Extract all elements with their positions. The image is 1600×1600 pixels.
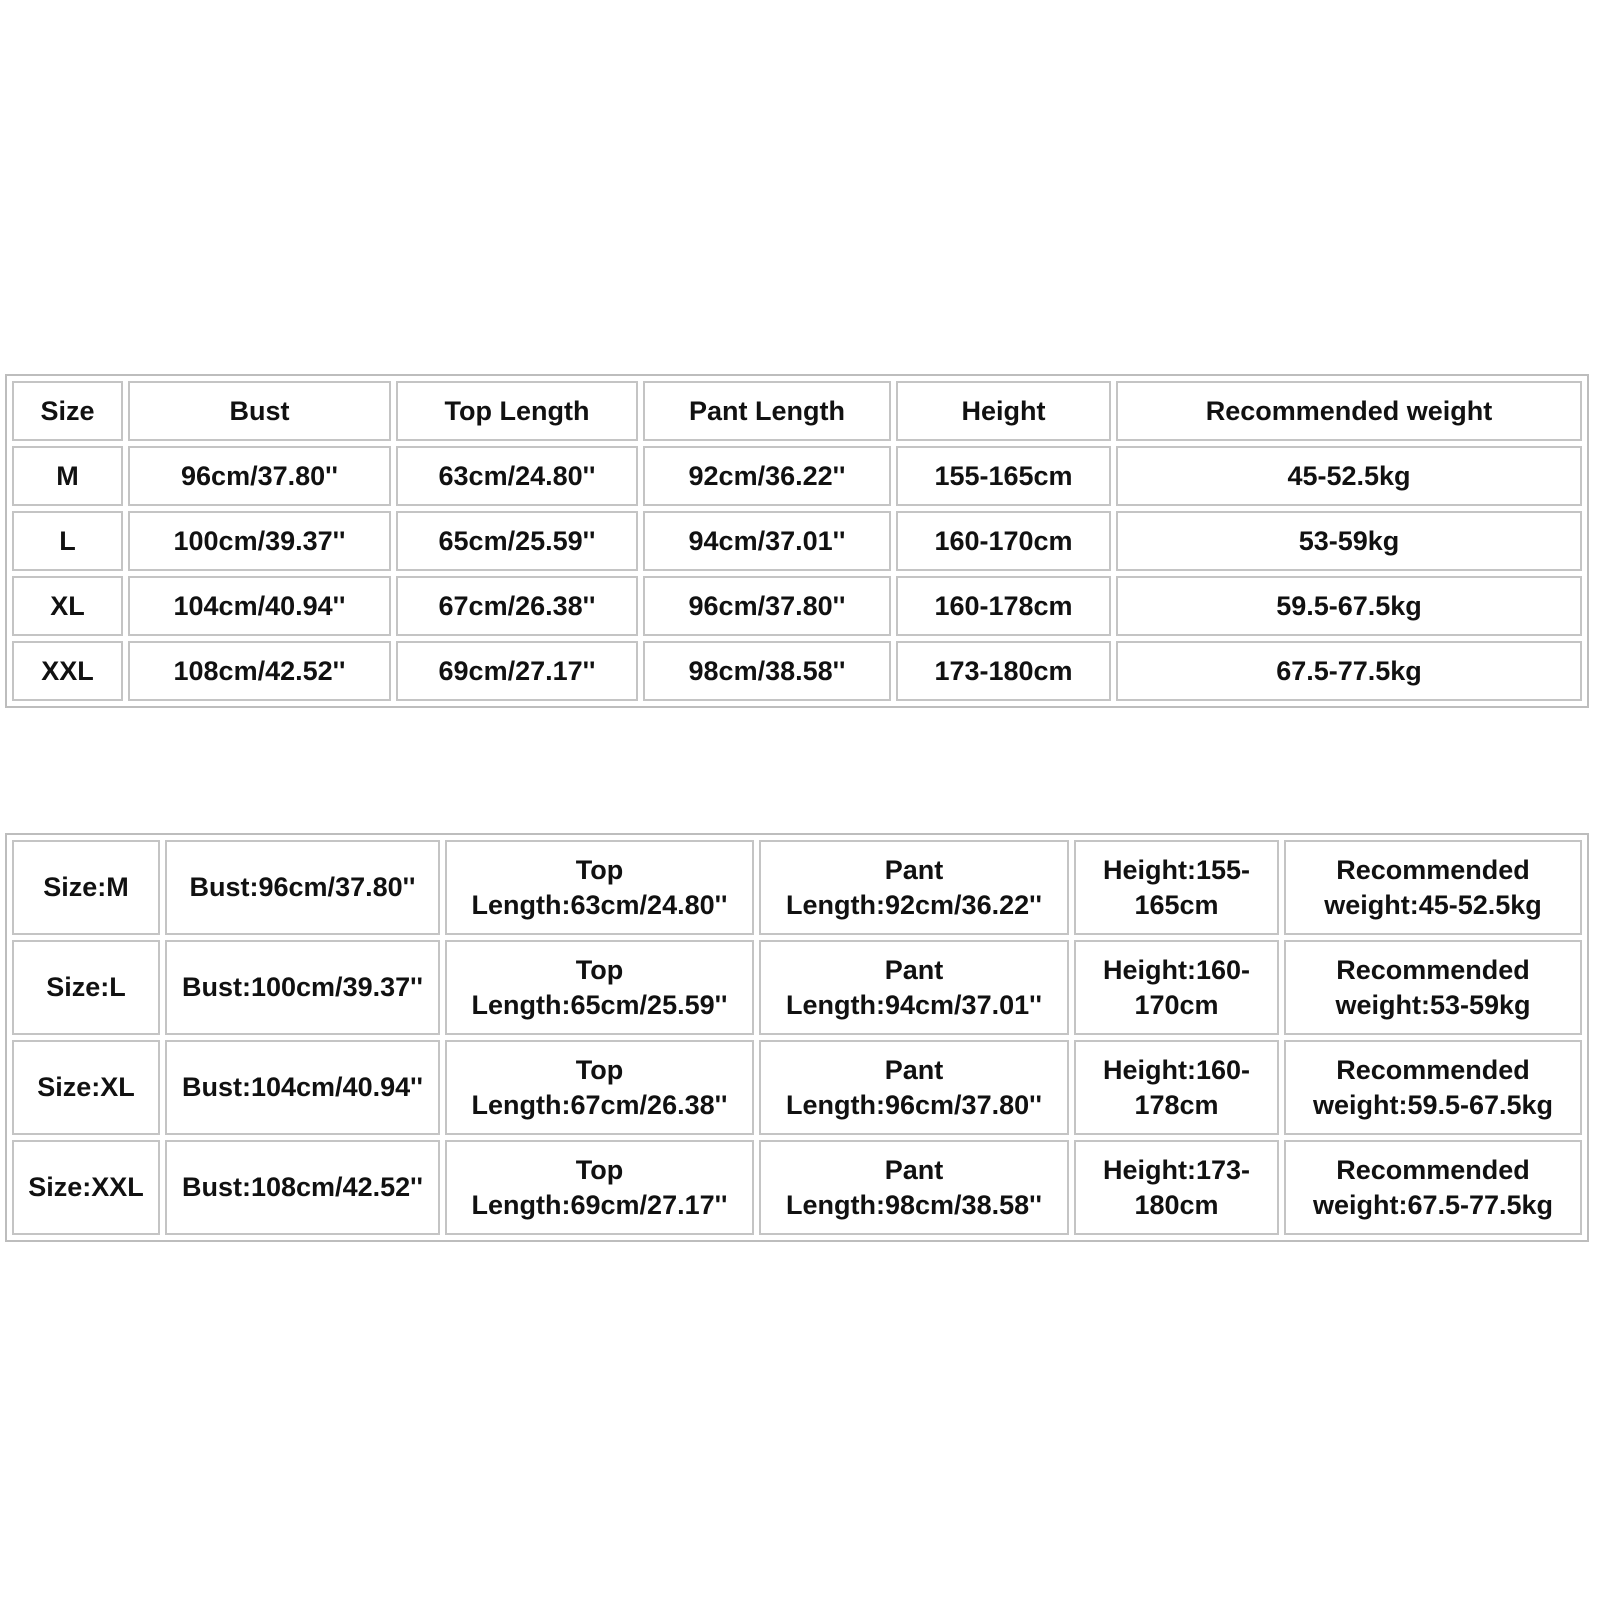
- cell-recommended-weight: 53-59kg: [1116, 511, 1582, 571]
- cell-height: 160-170cm: [896, 511, 1111, 571]
- table-row: [12, 1140, 1582, 1235]
- cell-pant-length: 92cm/36.22'': [643, 446, 891, 506]
- table-row: [12, 1040, 1582, 1135]
- cell-recommended-weight: 67.5-77.5kg: [1116, 641, 1582, 701]
- cell-size: Size:M: [12, 840, 160, 935]
- cell-bust: Bust:100cm/39.37'': [165, 940, 440, 1035]
- cell-pant-length: Pant Length:98cm/38.58'': [759, 1140, 1069, 1235]
- cell-top-length: Top Length:63cm/24.80'': [445, 840, 754, 935]
- cell-bust: Bust:104cm/40.94'': [165, 1040, 440, 1135]
- header-recommended-weight: Recommended weight: [1116, 381, 1582, 441]
- cell-top-length: 65cm/25.59'': [396, 511, 638, 571]
- cell-size: Size:XL: [12, 1040, 160, 1135]
- cell-top-length: Top Length:65cm/25.59'': [445, 940, 754, 1035]
- cell-bust: Bust:96cm/37.80'': [165, 840, 440, 935]
- cell-height: Height:173- 180cm: [1074, 1140, 1279, 1235]
- table-row: [12, 576, 1582, 636]
- table-row: [12, 641, 1582, 701]
- cell-top-length: 67cm/26.38'': [396, 576, 638, 636]
- cell-pant-length: Pant Length:92cm/36.22'': [759, 840, 1069, 935]
- cell-size: XXL: [12, 641, 123, 701]
- size-chart-table-labeled: [5, 833, 1589, 1242]
- table-row: [12, 511, 1582, 571]
- cell-height: 155-165cm: [896, 446, 1111, 506]
- cell-size: Size:XXL: [12, 1140, 160, 1235]
- cell-top-length: Top Length:67cm/26.38'': [445, 1040, 754, 1135]
- table-row: [12, 840, 1582, 935]
- cell-bust: Bust:108cm/42.52'': [165, 1140, 440, 1235]
- cell-size: Size:L: [12, 940, 160, 1035]
- cell-top-length: 69cm/27.17'': [396, 641, 638, 701]
- header-top-length: Top Length: [396, 381, 638, 441]
- table-row: [12, 446, 1582, 506]
- cell-pant-length: 94cm/37.01'': [643, 511, 891, 571]
- cell-size: XL: [12, 576, 123, 636]
- size-chart-table-compact: [5, 374, 1589, 708]
- cell-pant-length: 96cm/37.80'': [643, 576, 891, 636]
- cell-pant-length: Pant Length:96cm/37.80'': [759, 1040, 1069, 1135]
- cell-height: 173-180cm: [896, 641, 1111, 701]
- header-pant-length: Pant Length: [643, 381, 891, 441]
- cell-recommended-weight: Recommended weight:45-52.5kg: [1284, 840, 1582, 935]
- header-row: [12, 381, 1582, 441]
- cell-pant-length: 98cm/38.58'': [643, 641, 891, 701]
- cell-top-length: 63cm/24.80'': [396, 446, 638, 506]
- cell-height: 160-178cm: [896, 576, 1111, 636]
- cell-size: L: [12, 511, 123, 571]
- cell-recommended-weight: Recommended weight:53-59kg: [1284, 940, 1582, 1035]
- header-height: Height: [896, 381, 1111, 441]
- cell-recommended-weight: 59.5-67.5kg: [1116, 576, 1582, 636]
- cell-top-length: Top Length:69cm/27.17'': [445, 1140, 754, 1235]
- cell-bust: 100cm/39.37'': [128, 511, 391, 571]
- cell-bust: 108cm/42.52'': [128, 641, 391, 701]
- cell-height: Height:160- 178cm: [1074, 1040, 1279, 1135]
- cell-bust: 96cm/37.80'': [128, 446, 391, 506]
- table-row: [12, 940, 1582, 1035]
- cell-recommended-weight: Recommended weight:59.5-67.5kg: [1284, 1040, 1582, 1135]
- header-bust: Bust: [128, 381, 391, 441]
- cell-pant-length: Pant Length:94cm/37.01'': [759, 940, 1069, 1035]
- cell-recommended-weight: 45-52.5kg: [1116, 446, 1582, 506]
- cell-recommended-weight: Recommended weight:67.5-77.5kg: [1284, 1140, 1582, 1235]
- cell-size: M: [12, 446, 123, 506]
- cell-height: Height:160- 170cm: [1074, 940, 1279, 1035]
- cell-height: Height:155- 165cm: [1074, 840, 1279, 935]
- cell-bust: 104cm/40.94'': [128, 576, 391, 636]
- header-size: Size: [12, 381, 123, 441]
